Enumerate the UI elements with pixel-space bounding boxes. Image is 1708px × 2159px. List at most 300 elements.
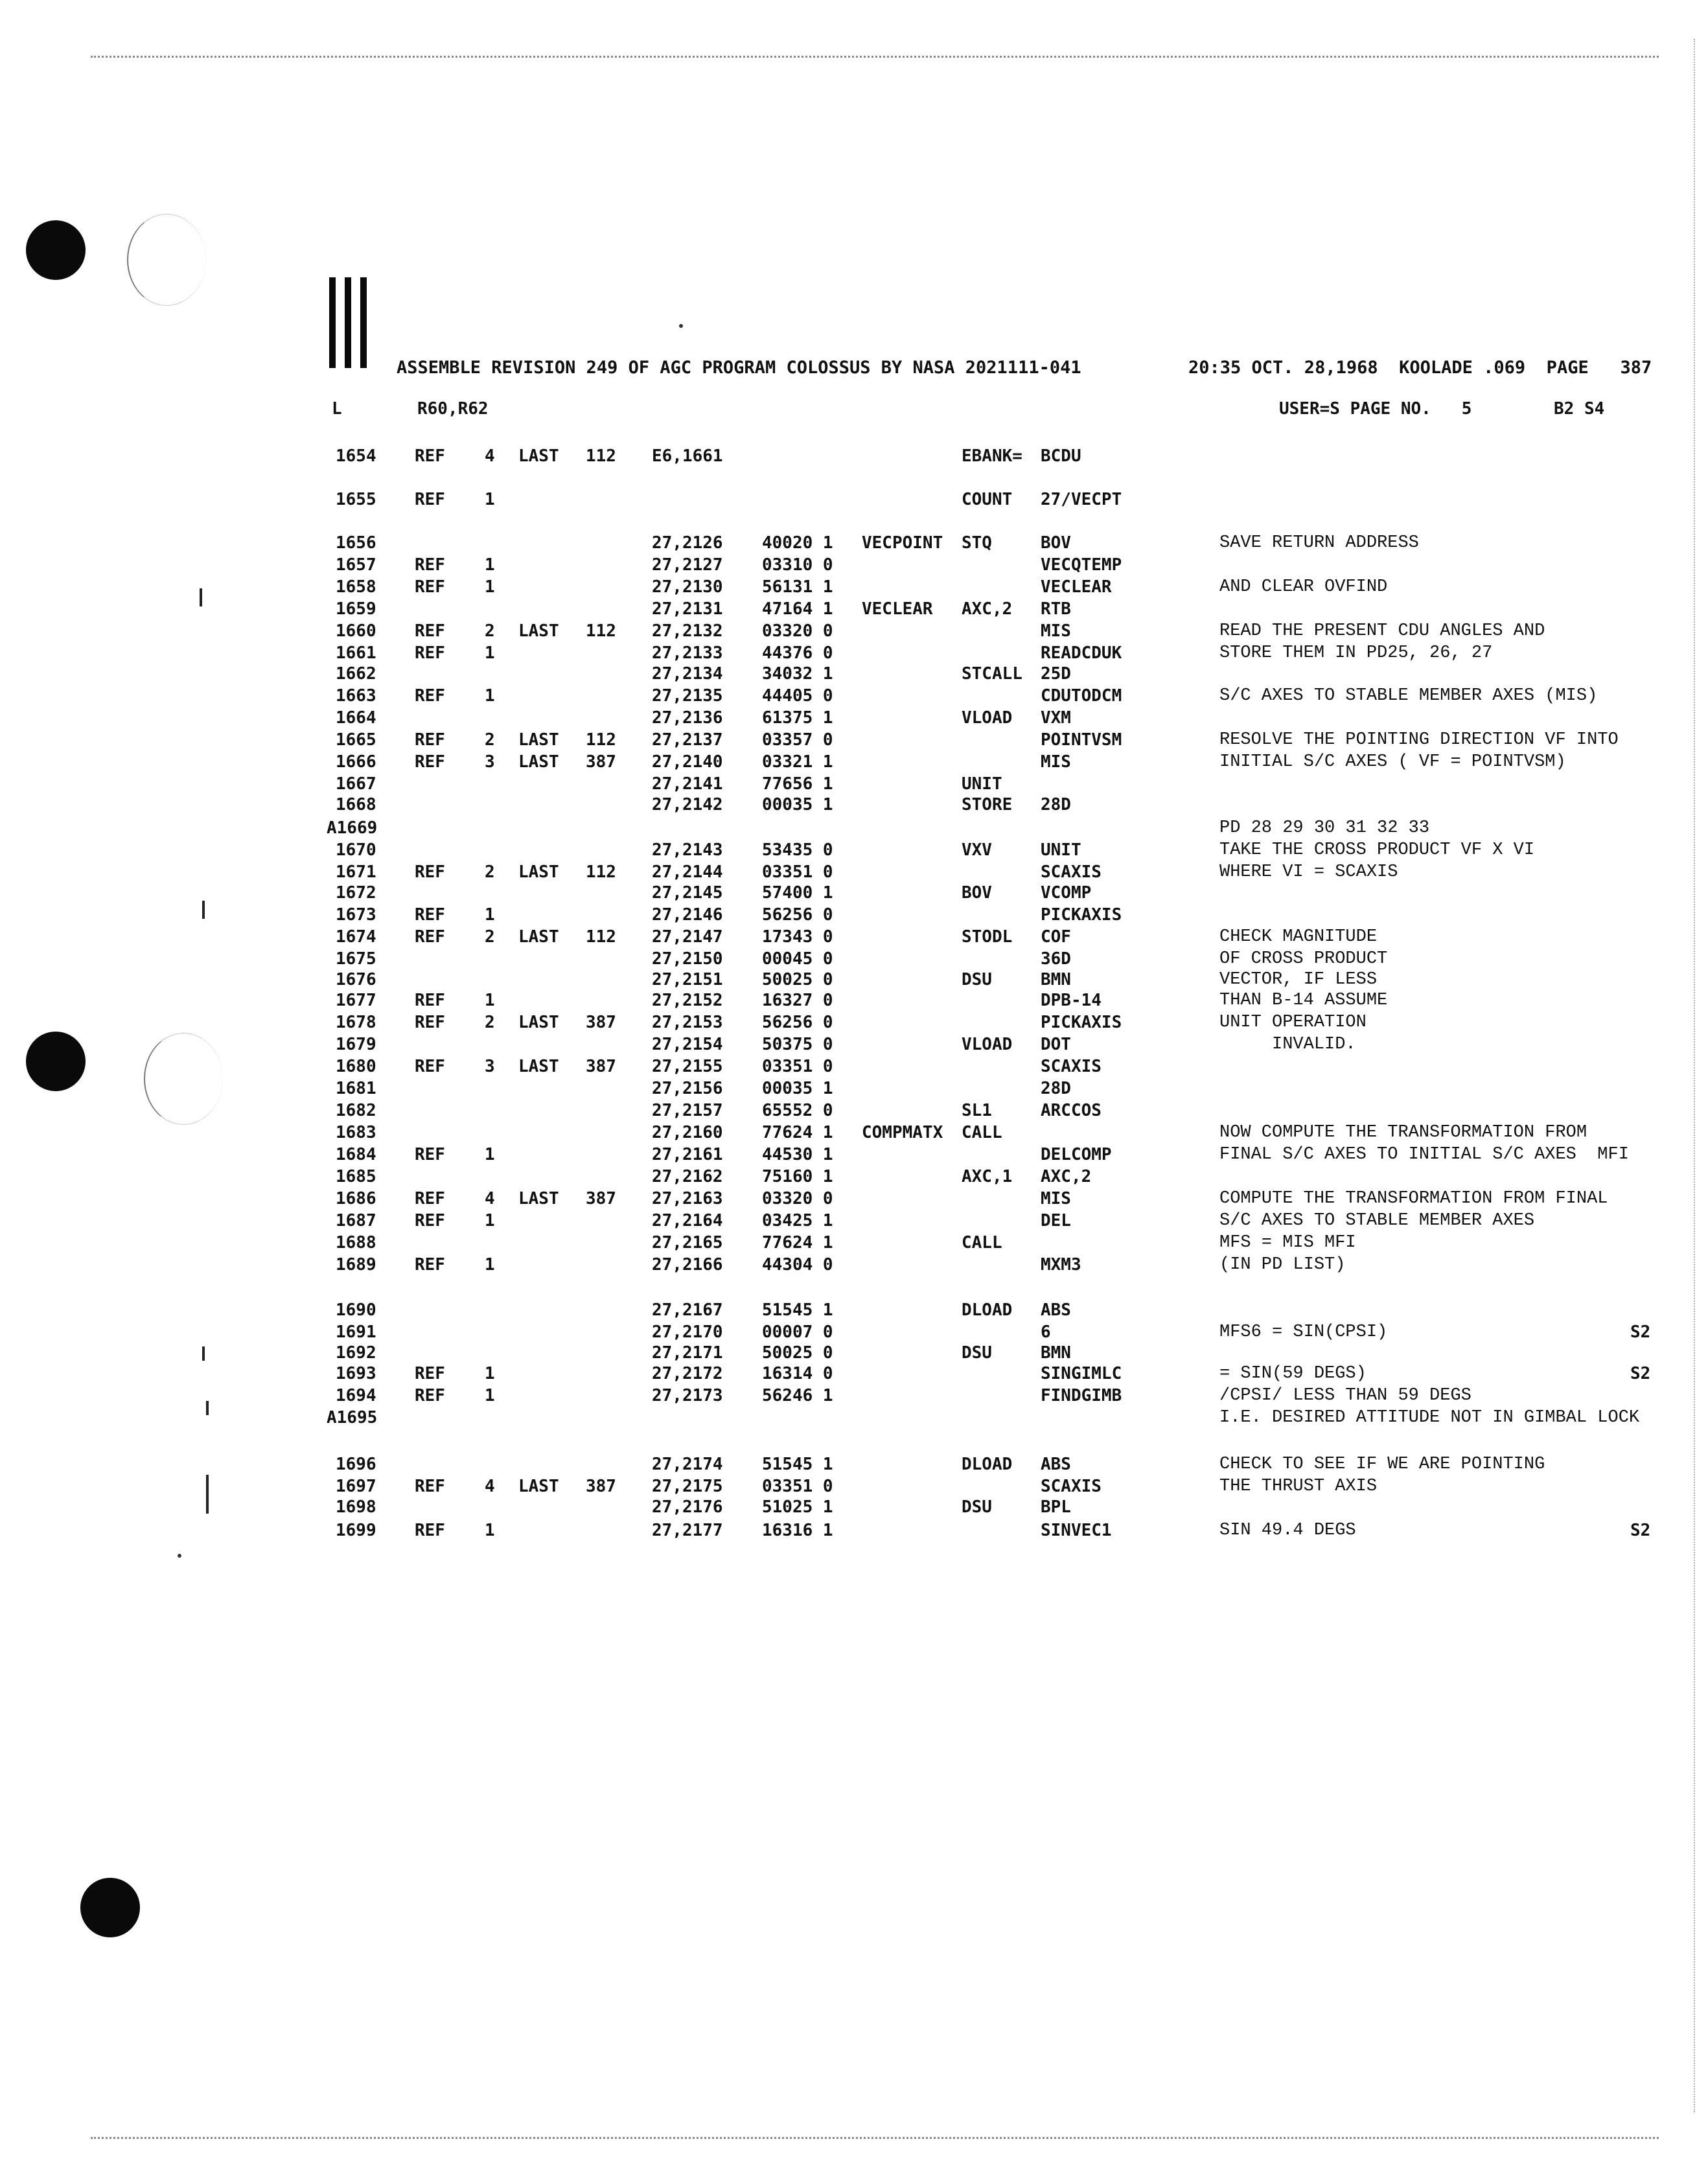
top-edge-dots: [91, 56, 1659, 58]
octal-word: 56256 0: [762, 905, 833, 925]
last-flag: LAST: [518, 1057, 559, 1076]
operand: SCAXIS: [1041, 1057, 1102, 1076]
listing-row: [0, 730, 1708, 750]
listing-row: [0, 1056, 1708, 1077]
ref-count: 1: [485, 686, 495, 706]
address: 27,2174: [652, 1455, 723, 1474]
operand: SINGIMLC: [1041, 1364, 1122, 1383]
comment: THAN B-14 ASSUME: [1219, 991, 1388, 1010]
listing-row: [0, 1385, 1708, 1406]
address: 27,2133: [652, 643, 723, 663]
last-page: 112: [586, 927, 616, 947]
user-page-number: USER=S PAGE NO. 5: [1279, 399, 1472, 419]
listing-row: [0, 818, 1708, 838]
octal-word: 77656 1: [762, 774, 833, 794]
comment: TAKE THE CROSS PRODUCT VF X VI: [1219, 840, 1535, 860]
ref-flag: REF: [415, 927, 445, 947]
line-number: 1676: [336, 970, 376, 989]
address: 27,2157: [652, 1101, 723, 1120]
last-flag: LAST: [518, 621, 559, 641]
operand: PICKAXIS: [1041, 1013, 1122, 1032]
last-page: 112: [586, 862, 616, 882]
operand: ABS: [1041, 1300, 1071, 1320]
comment: /CPSI/ LESS THAN 59 DEGS: [1219, 1386, 1471, 1405]
line-number: A1695: [327, 1408, 378, 1427]
opcode: STCALL: [962, 664, 1022, 684]
comment: FINAL S/C AXES TO INITIAL S/C AXES MFI: [1219, 1145, 1629, 1164]
listing-row: [0, 1343, 1708, 1363]
last-page: 387: [586, 752, 616, 772]
octal-word: 40020 1: [762, 533, 833, 553]
octal-word: 03321 1: [762, 752, 833, 772]
address: 27,2166: [652, 1255, 723, 1275]
comment: OF CROSS PRODUCT: [1219, 949, 1388, 969]
line-number: 1696: [336, 1455, 376, 1474]
ref-flag: REF: [415, 905, 445, 925]
ref-count: 1: [485, 555, 495, 575]
opcode: AXC,2: [962, 599, 1013, 619]
ref-flag: REF: [415, 577, 445, 597]
operand: BMN: [1041, 970, 1071, 989]
operand: 36D: [1041, 949, 1071, 969]
line-number: 1656: [336, 533, 376, 553]
line-number: 1683: [336, 1123, 376, 1142]
ink-speck: [679, 324, 683, 328]
ref-flag: REF: [415, 991, 445, 1010]
line-number: 1672: [336, 883, 376, 903]
octal-word: 51545 1: [762, 1300, 833, 1320]
address: 27,2171: [652, 1343, 723, 1363]
listing-row: [0, 1210, 1708, 1231]
listing-row: [0, 1034, 1708, 1055]
listing-row: [0, 1078, 1708, 1099]
line-number: 1692: [336, 1343, 376, 1363]
octal-word: 00035 1: [762, 795, 833, 814]
operand: PICKAXIS: [1041, 905, 1122, 925]
comment: PD 28 29 30 31 32 33: [1219, 818, 1430, 838]
octal-word: 61375 1: [762, 708, 833, 728]
address: 27,2126: [652, 533, 723, 553]
operand: AXC,2: [1041, 1167, 1092, 1186]
line-number: 1691: [336, 1322, 376, 1342]
operand: SCAXIS: [1041, 1477, 1102, 1496]
address: 27,2143: [652, 840, 723, 860]
octal-word: 03310 0: [762, 555, 833, 575]
opcode: VLOAD: [962, 1035, 1013, 1054]
octal-word: 44376 0: [762, 643, 833, 663]
listing-row: [0, 1322, 1708, 1343]
opcode: UNIT: [962, 774, 1002, 794]
comment: S/C AXES TO STABLE MEMBER AXES: [1219, 1211, 1535, 1230]
comment: I.E. DESIRED ATTITUDE NOT IN GIMBAL LOCK: [1219, 1408, 1640, 1427]
comment: INITIAL S/C AXES ( VF = POINTVSM): [1219, 752, 1566, 772]
operand: 6: [1041, 1322, 1051, 1342]
octal-word: 03351 0: [762, 1057, 833, 1076]
ref-flag: REF: [415, 555, 445, 575]
octal-word: 51545 1: [762, 1455, 833, 1474]
listing-row: [0, 1407, 1708, 1428]
ref-flag: REF: [415, 1521, 445, 1540]
opcode: STODL: [962, 927, 1013, 947]
listing-row: [0, 949, 1708, 969]
last-flag: LAST: [518, 446, 559, 466]
opcode: VLOAD: [962, 708, 1013, 728]
ref-count: 1: [485, 1255, 495, 1275]
ref-count: 4: [485, 1477, 495, 1496]
listing-row: [0, 686, 1708, 706]
revision-mark: S2: [1630, 1364, 1651, 1383]
operand: ARCCOS: [1041, 1101, 1102, 1120]
listing-row: [0, 990, 1708, 1011]
address: 27,2127: [652, 555, 723, 575]
octal-word: 50025 0: [762, 970, 833, 989]
address: 27,2163: [652, 1189, 723, 1208]
address: 27,2154: [652, 1035, 723, 1054]
listing-row: [0, 664, 1708, 684]
opcode: VXV: [962, 840, 992, 860]
listing-row: [0, 489, 1708, 510]
listing-row: [0, 1188, 1708, 1209]
octal-word: 51025 1: [762, 1497, 833, 1517]
timestamp-page: 20:35 OCT. 28,1968 KOOLADE .069 PAGE 387: [1188, 358, 1652, 378]
opcode: EBANK=: [962, 446, 1022, 466]
line-number: 1655: [336, 490, 376, 509]
operand: DPB-14: [1041, 991, 1102, 1010]
operand: MIS: [1041, 752, 1071, 772]
bank-section: B2 S4: [1554, 399, 1605, 419]
comment: = SIN(59 DEGS): [1219, 1364, 1367, 1383]
listing-row: [0, 599, 1708, 619]
octal-word: 77624 1: [762, 1233, 833, 1253]
assembly-title: ASSEMBLE REVISION 249 OF AGC PROGRAM COLOSSUS BY NASA 2021111-041: [397, 358, 1081, 378]
comment: CHECK MAGNITUDE: [1219, 927, 1378, 947]
operand: RTB: [1041, 599, 1071, 619]
line-number: 1654: [336, 446, 376, 466]
address: 27,2176: [652, 1497, 723, 1517]
opcode: STQ: [962, 533, 992, 553]
address: 27,2146: [652, 905, 723, 925]
ref-count: 2: [485, 862, 495, 882]
address: 27,2156: [652, 1079, 723, 1098]
operand: DELCOMP: [1041, 1145, 1112, 1164]
octal-word: 03351 0: [762, 1477, 833, 1496]
opcode: AXC,1: [962, 1167, 1013, 1186]
comment: CHECK TO SEE IF WE ARE POINTING: [1219, 1455, 1545, 1474]
ref-flag: REF: [415, 730, 445, 750]
opcode: DSU: [962, 1497, 992, 1517]
octal-word: 16327 0: [762, 991, 833, 1010]
ref-count: 2: [485, 730, 495, 750]
ref-count: 1: [485, 1145, 495, 1164]
listing-row: [0, 1012, 1708, 1033]
ref-count: 1: [485, 643, 495, 663]
address: 27,2175: [652, 1477, 723, 1496]
line-number: 1680: [336, 1057, 376, 1076]
comment: AND CLEAR OVFIND: [1219, 577, 1388, 597]
comment: WHERE VI = SCAXIS: [1219, 862, 1398, 882]
address: 27,2172: [652, 1364, 723, 1383]
listing-row: [0, 969, 1708, 990]
operand: SCAXIS: [1041, 862, 1102, 882]
line-number: 1684: [336, 1145, 376, 1164]
address: 27,2144: [652, 862, 723, 882]
line-number: 1658: [336, 577, 376, 597]
last-page: 387: [586, 1189, 616, 1208]
address: 27,2131: [652, 599, 723, 619]
address: 27,2147: [652, 927, 723, 947]
listing-row: [0, 1232, 1708, 1253]
line-number: 1689: [336, 1255, 376, 1275]
address: 27,2130: [652, 577, 723, 597]
comment: S/C AXES TO STABLE MEMBER AXES (MIS): [1219, 686, 1598, 706]
address: 27,2162: [652, 1167, 723, 1186]
line-number: 1674: [336, 927, 376, 947]
address: 27,2150: [652, 949, 723, 969]
listing-row: [0, 752, 1708, 772]
last-page: 387: [586, 1057, 616, 1076]
operand: SINVEC1: [1041, 1521, 1112, 1540]
operand: POINTVSM: [1041, 730, 1122, 750]
listing-row: [0, 1520, 1708, 1541]
address: 27,2155: [652, 1057, 723, 1076]
ref-count: 2: [485, 621, 495, 641]
address: 27,2170: [652, 1322, 723, 1342]
operand: 28D: [1041, 1079, 1071, 1098]
operand: MIS: [1041, 1189, 1071, 1208]
listing-row: [0, 1454, 1708, 1475]
ref-flag: REF: [415, 1386, 445, 1405]
line-number: 1663: [336, 686, 376, 706]
last-page: 387: [586, 1013, 616, 1032]
opcode: CALL: [962, 1233, 1002, 1253]
operand: MIS: [1041, 621, 1071, 641]
comment: COMPUTE THE TRANSFORMATION FROM FINAL: [1219, 1189, 1608, 1208]
operand: BMN: [1041, 1343, 1071, 1363]
ref-count: 1: [485, 1521, 495, 1540]
listing-row: [0, 1122, 1708, 1143]
line-number: 1661: [336, 643, 376, 663]
octal-word: 56131 1: [762, 577, 833, 597]
address: 27,2165: [652, 1233, 723, 1253]
address: 27,2140: [652, 752, 723, 772]
symbol-label: VECLEAR: [862, 599, 933, 619]
listing-row: [0, 1363, 1708, 1384]
address: 27,2134: [652, 664, 723, 684]
last-flag: LAST: [518, 1013, 559, 1032]
listing-row: [0, 446, 1708, 467]
opcode: DSU: [962, 970, 992, 989]
address: 27,2135: [652, 686, 723, 706]
octal-word: 56246 1: [762, 1386, 833, 1405]
listing-row: [0, 1476, 1708, 1497]
listing-row: [0, 1254, 1708, 1275]
line-number: 1664: [336, 708, 376, 728]
octal-word: 16316 1: [762, 1521, 833, 1540]
opcode: COUNT: [962, 490, 1013, 509]
ref-flag: REF: [415, 1364, 445, 1383]
listing-row: [0, 621, 1708, 641]
operand: 28D: [1041, 795, 1071, 814]
line-number: 1687: [336, 1211, 376, 1230]
operand: 25D: [1041, 664, 1071, 684]
line-number: 1688: [336, 1233, 376, 1253]
ref-count: 3: [485, 752, 495, 772]
punch-hole-shadow-top: [127, 214, 206, 306]
last-flag: LAST: [518, 730, 559, 750]
ref-count: 1: [485, 991, 495, 1010]
opcode: DSU: [962, 1343, 992, 1363]
octal-word: 77624 1: [762, 1123, 833, 1142]
ref-flag: REF: [415, 1057, 445, 1076]
listing-row: [0, 794, 1708, 815]
octal-word: 75160 1: [762, 1167, 833, 1186]
last-page: 112: [586, 446, 616, 466]
comment: THE THRUST AXIS: [1219, 1477, 1378, 1496]
octal-word: 57400 1: [762, 883, 833, 903]
operand: DOT: [1041, 1035, 1071, 1054]
ref-flag: REF: [415, 1477, 445, 1496]
address: 27,2167: [652, 1300, 723, 1320]
opcode: DLOAD: [962, 1300, 1013, 1320]
ref-flag: REF: [415, 1255, 445, 1275]
revision-mark: S2: [1630, 1322, 1651, 1342]
ref-count: 1: [485, 1211, 495, 1230]
octal-word: 00007 0: [762, 1322, 833, 1342]
line-number: 1675: [336, 949, 376, 969]
tally-marks: [329, 277, 367, 368]
ref-flag: REF: [415, 686, 445, 706]
ref-flag: REF: [415, 643, 445, 663]
address: 27,2160: [652, 1123, 723, 1142]
listing-row: [0, 1166, 1708, 1187]
address: 27,2151: [652, 970, 723, 989]
operand: VECQTEMP: [1041, 555, 1122, 575]
comment: MFS = MIS MFI: [1219, 1233, 1356, 1253]
ref-count: 4: [485, 1189, 495, 1208]
comment: SIN 49.4 DEGS: [1219, 1521, 1356, 1540]
octal-word: 03357 0: [762, 730, 833, 750]
listing-row: [0, 1497, 1708, 1518]
listing-header: [397, 358, 1670, 384]
operand: BPL: [1041, 1497, 1071, 1517]
address: 27,2177: [652, 1521, 723, 1540]
line-number: 1690: [336, 1300, 376, 1320]
octal-word: 44405 0: [762, 686, 833, 706]
last-flag: LAST: [518, 1477, 559, 1496]
listing-row: [0, 555, 1708, 575]
line-number: 1668: [336, 795, 376, 814]
routine-name: R60,R62: [417, 399, 489, 419]
address: 27,2161: [652, 1145, 723, 1164]
octal-word: 17343 0: [762, 927, 833, 947]
address: 27,2141: [652, 774, 723, 794]
ref-count: 4: [485, 446, 495, 466]
listing-row: [0, 774, 1708, 794]
revision-mark: S2: [1630, 1521, 1651, 1540]
operand: BOV: [1041, 533, 1071, 553]
listing-row: [0, 927, 1708, 947]
line-number: 1667: [336, 774, 376, 794]
comment: RESOLVE THE POINTING DIRECTION VF INTO: [1219, 730, 1619, 750]
line-number: 1694: [336, 1386, 376, 1405]
ref-count: 2: [485, 927, 495, 947]
opcode: STORE: [962, 795, 1013, 814]
comment: INVALID.: [1219, 1035, 1356, 1054]
address: 27,2152: [652, 991, 723, 1010]
operand: READCDUK: [1041, 643, 1122, 663]
line-number: 1686: [336, 1189, 376, 1208]
address: 27,2132: [652, 621, 723, 641]
ref-count: 1: [485, 905, 495, 925]
operand: UNIT: [1041, 840, 1081, 860]
comment: NOW COMPUTE THE TRANSFORMATION FROM: [1219, 1123, 1587, 1142]
comment: SAVE RETURN ADDRESS: [1219, 533, 1419, 553]
operand: DEL: [1041, 1211, 1071, 1230]
ref-flag: REF: [415, 1145, 445, 1164]
address: 27,2164: [652, 1211, 723, 1230]
ref-count: 1: [485, 1364, 495, 1383]
line-number: 1682: [336, 1101, 376, 1120]
octal-word: 03351 0: [762, 862, 833, 882]
last-flag: LAST: [518, 862, 559, 882]
ref-count: 1: [485, 490, 495, 509]
operand: VCOMP: [1041, 883, 1092, 903]
last-page: 112: [586, 730, 616, 750]
line-number: 1660: [336, 621, 376, 641]
octal-word: 03320 0: [762, 1189, 833, 1208]
line-number: 1677: [336, 991, 376, 1010]
listing-row: [0, 883, 1708, 903]
address: E6,1661: [652, 446, 723, 466]
left-marker: L: [332, 399, 342, 419]
ref-flag: REF: [415, 862, 445, 882]
octal-word: 00035 1: [762, 1079, 833, 1098]
octal-word: 44530 1: [762, 1145, 833, 1164]
listing-row: [0, 1300, 1708, 1321]
ref-count: 1: [485, 577, 495, 597]
listing-row: [0, 1144, 1708, 1165]
operand: ABS: [1041, 1455, 1071, 1474]
address: 27,2153: [652, 1013, 723, 1032]
listing-row: [0, 708, 1708, 728]
comment: (IN PD LIST): [1219, 1255, 1346, 1275]
address: 27,2136: [652, 708, 723, 728]
line-number: A1669: [327, 818, 378, 838]
comment: VECTOR, IF LESS: [1219, 970, 1378, 989]
address: 27,2137: [652, 730, 723, 750]
ref-count: 3: [485, 1057, 495, 1076]
octal-word: 47164 1: [762, 599, 833, 619]
ref-count: 2: [485, 1013, 495, 1032]
octal-word: 00045 0: [762, 949, 833, 969]
operand: MXM3: [1041, 1255, 1081, 1275]
opcode: SL1: [962, 1101, 992, 1120]
line-number: 1679: [336, 1035, 376, 1054]
listing-row: [0, 643, 1708, 664]
line-number: 1685: [336, 1167, 376, 1186]
listing-row: [0, 840, 1708, 860]
line-number: 1662: [336, 664, 376, 684]
octal-word: 65552 0: [762, 1101, 833, 1120]
operand: 27/VECPT: [1041, 490, 1122, 509]
last-page: 112: [586, 621, 616, 641]
line-number: 1665: [336, 730, 376, 750]
address: 27,2173: [652, 1386, 723, 1405]
ref-flag: REF: [415, 490, 445, 509]
listing-row: [0, 533, 1708, 553]
opcode: CALL: [962, 1123, 1002, 1142]
listing-subheader: [0, 399, 1708, 425]
